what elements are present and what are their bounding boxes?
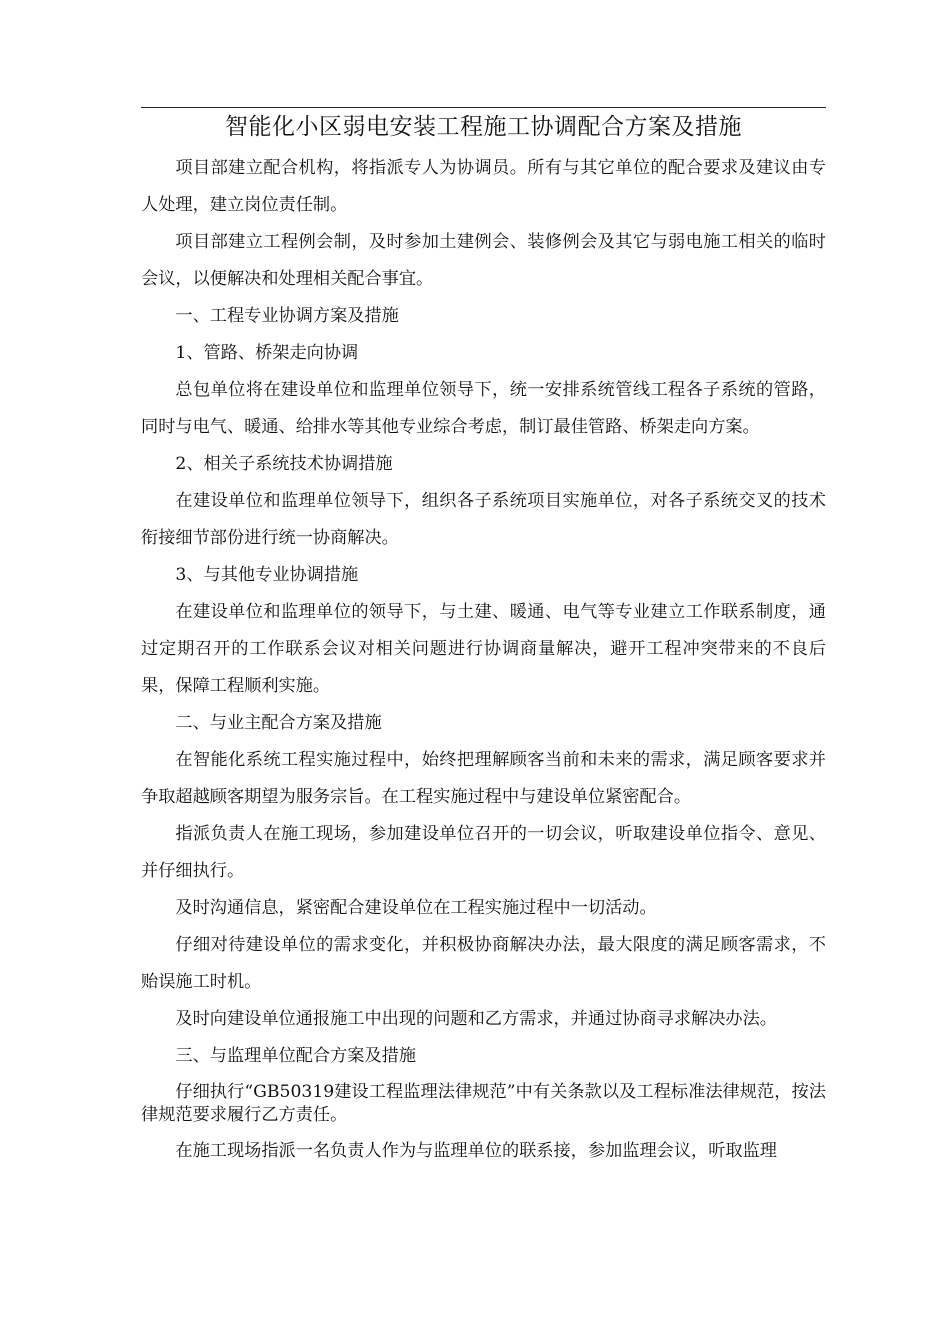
- document-title: 智能化小区弱电安装工程施工协调配合方案及措施: [225, 114, 742, 140]
- paragraph-site-representative: 指派负责人在施工现场，参加建设单位召开的一切会议，听取建设单位指令、意见、并仔细执行。: [141, 824, 826, 881]
- paragraph-coordination-organization: 项目部建立配合机构，将指派专人为协调员。所有与其它单位的配合要求及建议由专人处理，建立岗位责任制。: [141, 158, 826, 215]
- paragraph-pipe-routing: 总包单位将在建设单位和监理单位领导下，统一安排系统管线工程各子系统的管路，同时与电气、暖通、给排水等其他专业综合考虑，制订最佳管路、桥架走向方案。: [141, 380, 826, 437]
- document-body: [141, 150, 826, 1170]
- paragraph-customer-needs: 在智能化系统工程实施过程中，始终把理解顾客当前和未来的需求，满足顾客要求并争取超越顾客期望为服务宗旨。在工程实施过程中与建设单位紧密配合。: [141, 750, 826, 807]
- paragraph-demand-changes: 仔细对待建设单位的需求变化，并积极协商解决办法，最大限度的满足顾客需求，不贻误施工时机。: [141, 935, 826, 992]
- section-heading-owner-cooperation: 二、与业主配合方案及措施: [175, 713, 382, 733]
- paragraph-communication: 及时沟通信息，紧密配合建设单位在工程实施过程中一切活动。: [175, 898, 657, 918]
- subheading-other-disciplines: 3、与其他专业协调措施: [175, 565, 359, 585]
- subheading-subsystem-coordination: 2、相关子系统技术协调措施: [175, 454, 393, 474]
- paragraph-subsystem-coordination: 在建设单位和监理单位领导下，组织各子系统项目实施单位，对各子系统交叉的技术衔接细节部份进行统一协商解决。: [141, 491, 826, 548]
- paragraph-meeting-system: 项目部建立工程例会制，及时参加土建例会、装修例会及其它与弱电施工相关的临时会议，以便解决和处理相关配合事宜。: [141, 232, 826, 289]
- paragraph-other-disciplines: 在建设单位和监理单位的领导下，与土建、暖通、电气等专业建立工作联系制度，通过定期召开的工作联系会议对相关问题进行协调商量解决，避开工程冲突带来的不良后果，保障工程顺利实施。: [141, 602, 826, 696]
- paragraph-report-issues: 及时向建设单位通报施工中出现的问题和乙方需求，并通过协商寻求解决办法。: [175, 1009, 777, 1029]
- paragraph-supervision-liaison: 在施工现场指派一名负责人作为与监理单位的联系接，参加监理会议，听取监理: [175, 1141, 777, 1161]
- subheading-pipe-routing: 1、管路、桥架走向协调: [175, 343, 359, 363]
- header-rule: [141, 107, 826, 108]
- section-heading-supervision-cooperation: 三、与监理单位配合方案及措施: [175, 1046, 417, 1066]
- paragraph-gb50319: 仔细执行“GB50319建设工程监理法律规范”中有关条款以及工程标准法律规范，按法律规范要求履行乙方责任。: [141, 1082, 826, 1125]
- section-heading-professional-coordination: 一、工程专业协调方案及措施: [175, 306, 399, 326]
